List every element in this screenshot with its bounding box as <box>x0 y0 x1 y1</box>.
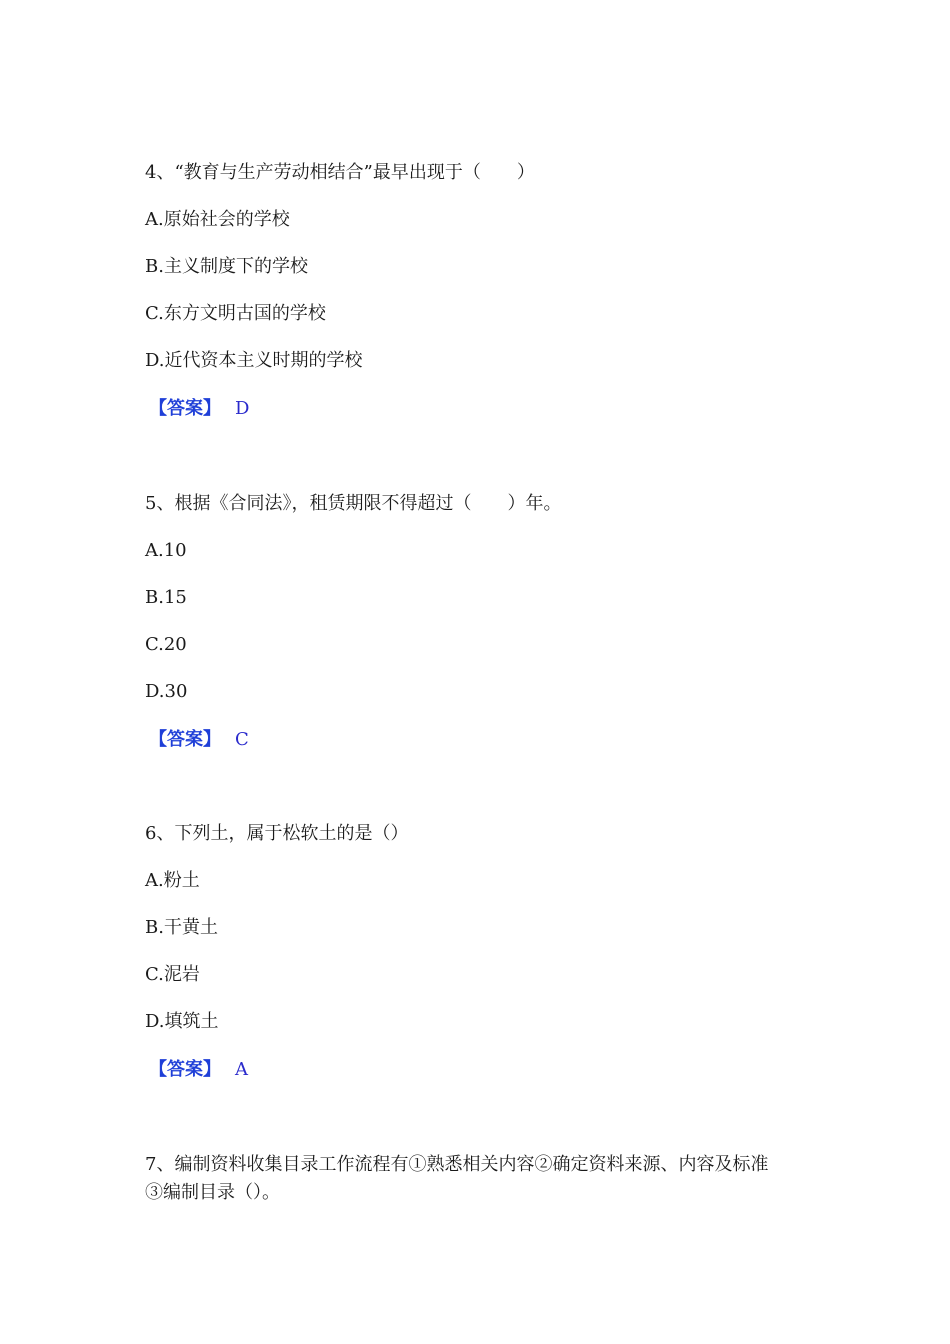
answer-value: C <box>235 729 249 750</box>
question-7-stem-line-1: 7、编制资料收集目录工作流程有①熟悉相关内容②确定资料来源、内容及标准 <box>145 1154 769 1175</box>
question-5-stem: 5、根据《合同法》，租赁期限不得超过（ ）年。 <box>145 493 562 514</box>
question-4-option-d: D.近代资本主义时期的学校 <box>145 350 363 371</box>
answer-value: D <box>235 398 250 419</box>
question-6-answer <box>149 1058 248 1082</box>
question-4-option-c: C.东方文明古国的学校 <box>145 303 326 324</box>
question-5-option-b: B.15 <box>145 587 187 608</box>
question-4-option-b: B.主义制度下的学校 <box>145 256 308 277</box>
question-7-stem-line-2: ③编制目录（）。 <box>145 1182 280 1203</box>
question-5-option-c: C.20 <box>145 634 187 655</box>
question-6-option-c: C.泥岩 <box>145 964 200 985</box>
question-5-answer <box>149 728 249 752</box>
question-4-answer <box>149 397 249 421</box>
answer-value: A <box>235 1059 248 1080</box>
answer-label: 【答案】 <box>149 398 221 419</box>
answer-label: 【答案】 <box>149 1059 221 1080</box>
question-6-stem: 6、下列土，属于松软土的是（） <box>145 823 409 844</box>
question-6-option-b: B.干黄土 <box>145 917 218 938</box>
answer-label: 【答案】 <box>149 729 221 750</box>
question-4-option-a: A.原始社会的学校 <box>145 209 290 230</box>
question-6-option-d: D.填筑土 <box>145 1011 219 1032</box>
question-6-option-a: A.粉土 <box>145 870 200 891</box>
question-4-stem: 4、“教育与生产劳动相结合”最早出现于（ ） <box>145 162 535 183</box>
question-5-option-d: D.30 <box>145 681 188 702</box>
question-5-option-a: A.10 <box>145 540 187 561</box>
